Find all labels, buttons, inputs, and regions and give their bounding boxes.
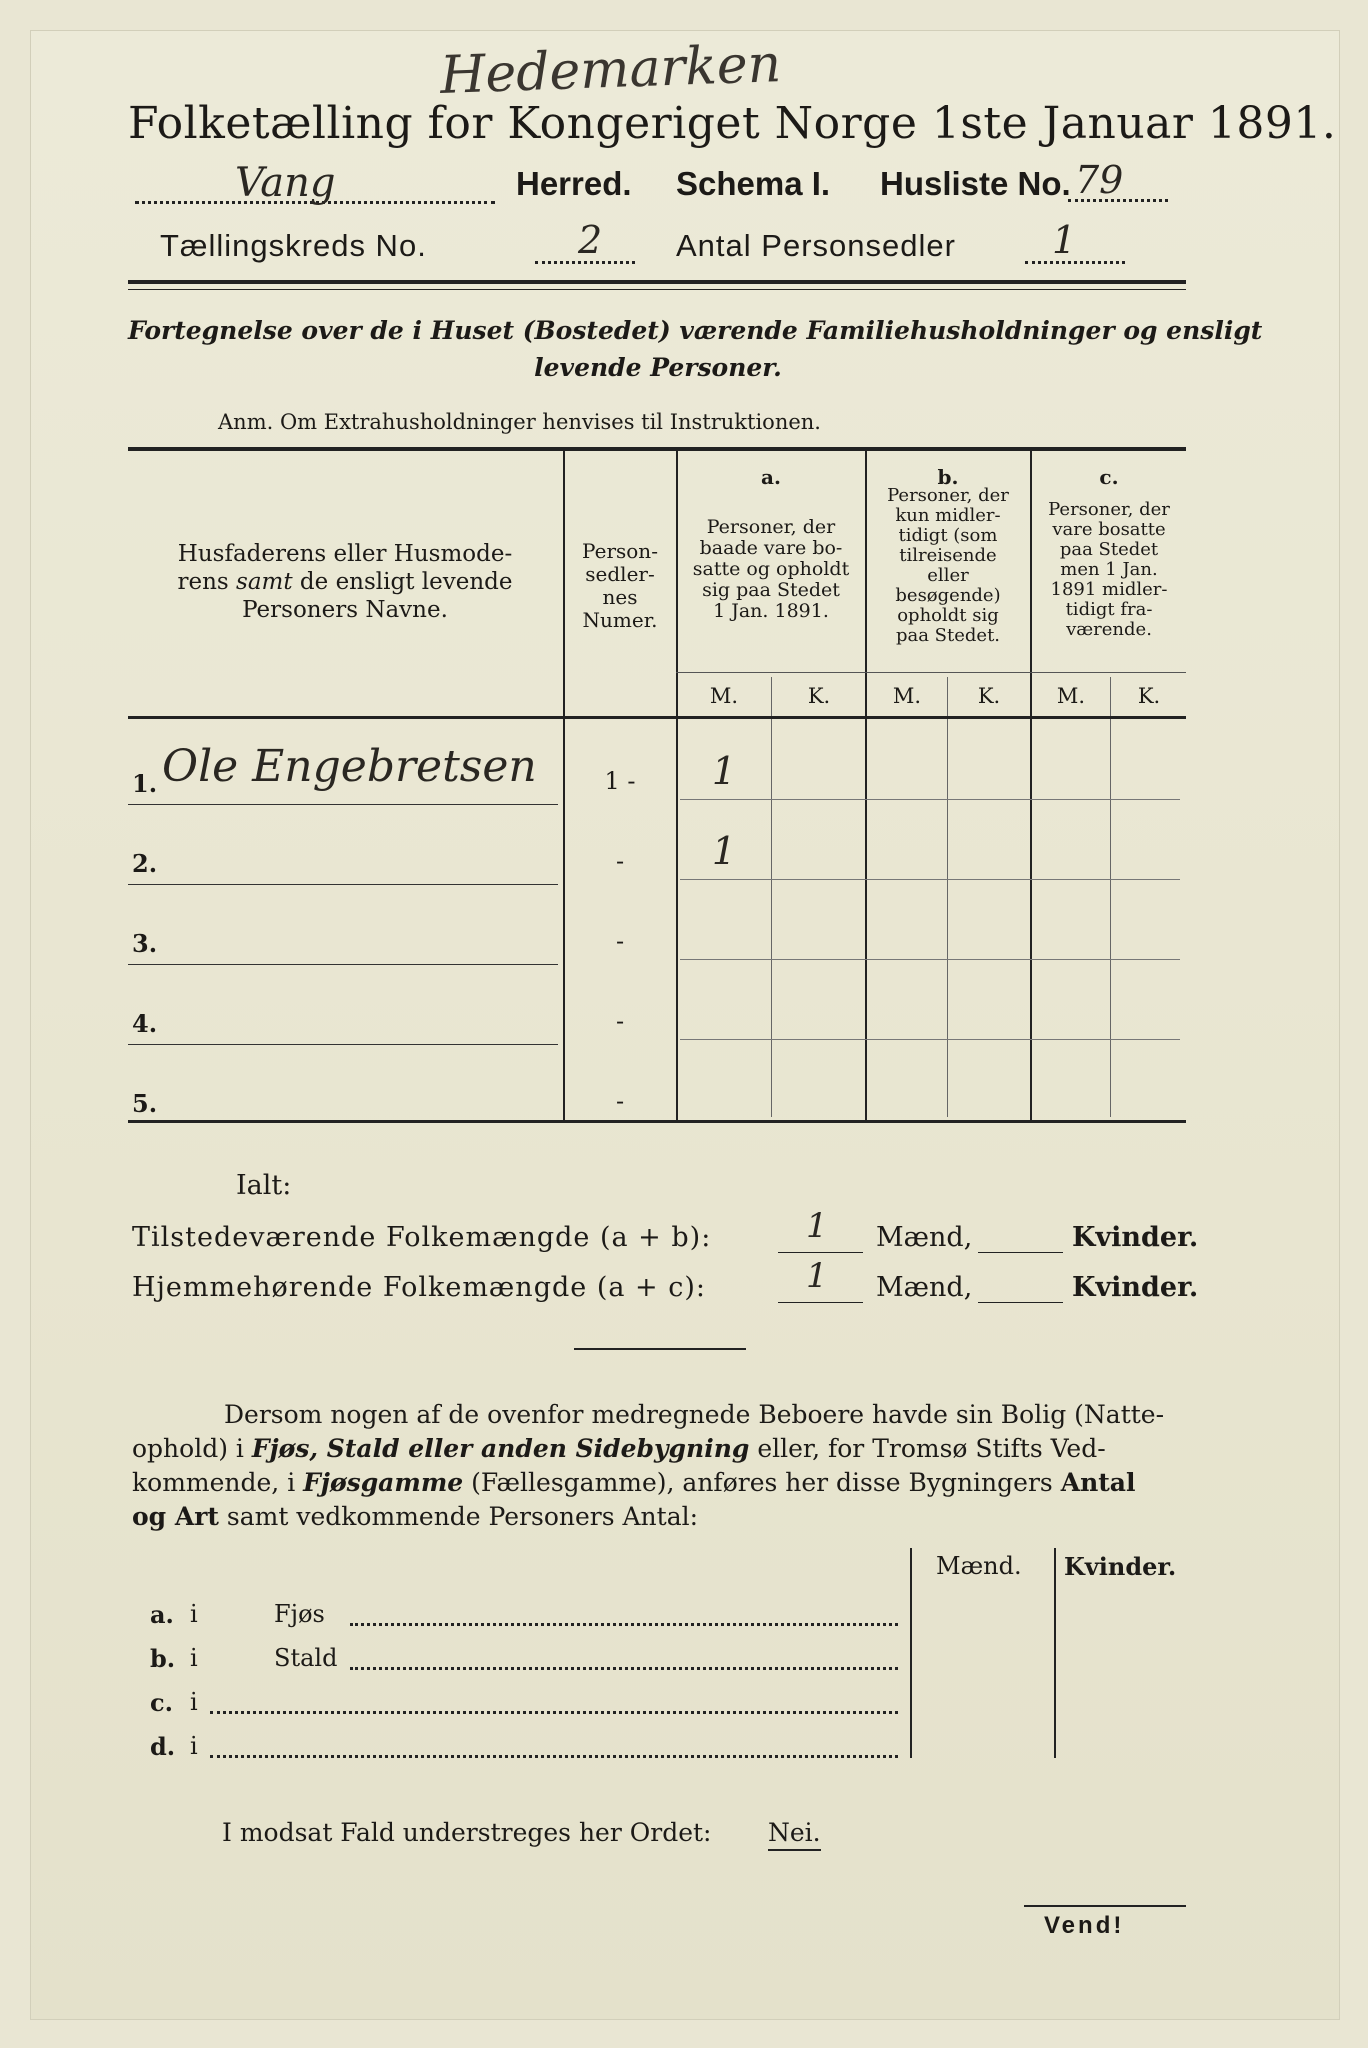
row-name-value: Ole Engebretsen [162, 741, 537, 792]
bldg-i: i [190, 1644, 198, 1672]
row-numer: - [615, 927, 625, 955]
bldg-dotted-line [210, 1702, 898, 1714]
para-l4b: samt vedkommende Personers Antal: [218, 1502, 699, 1531]
hjemme-value-line [778, 1302, 863, 1303]
bldg-i: i [190, 1600, 198, 1628]
row-name-line [128, 804, 558, 805]
tilstede-maend: Mænd, [876, 1222, 973, 1253]
col-c-l4: men 1 Jan. [1060, 559, 1158, 580]
modsat-text: I modsat Fald understreges her Ordet: [222, 1818, 712, 1847]
col-a-letter: a. [761, 465, 781, 489]
col-num-l2: sedler- [585, 562, 655, 586]
tilstede-kvinder-line [978, 1252, 1063, 1253]
col-name-line-2b: samt [236, 569, 293, 595]
col-b-l8: paa Stedet. [895, 625, 1001, 646]
para-line-1: Dersom nogen af de ovenfor medregnede Beboere havde sin Bolig (Natte- [224, 1400, 1165, 1429]
hjemme-kvinder-line [978, 1302, 1063, 1303]
row-numer: 1 - [604, 767, 636, 795]
row-number: 2. [132, 849, 158, 878]
bldg-letter: b. [150, 1644, 176, 1673]
bldg-name: Stald [274, 1644, 338, 1672]
husliste-value: 79 [1075, 158, 1124, 202]
col-b-l7: opholdt sig [897, 605, 999, 626]
col-c-l5: 1891 midler- [1050, 579, 1168, 600]
tilstede-value: 1 [806, 1206, 828, 1246]
col-b-l6: besøgende) [895, 585, 1001, 606]
col-b-header [867, 486, 1029, 646]
col-a-l5: 1 Jan. 1891. [713, 600, 829, 622]
a-mk-divider [771, 677, 772, 1117]
row-name-line [128, 884, 558, 885]
anm-note: Anm. Om Extrahusholdninger henvises til Instruktionen. [218, 410, 821, 434]
bldg-dotted-line [210, 1746, 898, 1758]
a-m-label: M. [709, 684, 739, 708]
tilstede-value-line [778, 1252, 863, 1253]
husliste-label: Husliste No. [880, 165, 1071, 202]
b-k-label: K. [977, 684, 1001, 708]
col-a-l1: Personer, der [706, 516, 836, 538]
vend-rule [1024, 1905, 1186, 1907]
bldg-i: i [190, 1688, 198, 1716]
col-num-l4: Numer. [582, 608, 658, 632]
para-l2a: ophold) i [132, 1434, 252, 1463]
col-num-l1: Person- [582, 539, 658, 563]
intro-line-1: Fortegnelse over de i Huset (Bostedet) værende Familiehusholdninger og ensligt [128, 316, 1263, 345]
para-line-4 [132, 1500, 1188, 1534]
row-numer: - [615, 1007, 625, 1035]
col-c-letter: c. [1099, 465, 1119, 489]
col-c-l1: Personer, der [1048, 499, 1170, 520]
para-l2b: Fjøs, Stald eller anden Sidebygning [251, 1434, 750, 1463]
hjemme-kvinder: Kvinder. [1072, 1272, 1199, 1303]
col-c-l7: værende. [1066, 619, 1152, 640]
row-a-line [680, 959, 1180, 960]
dersom-paragraph [132, 1398, 1188, 1534]
row-name-line [128, 964, 558, 965]
col-num-l3: nes [602, 585, 638, 609]
handwritten-county: Hedemarken [439, 34, 783, 106]
tilstede-label: Tilstedeværende Folkemængde (a + b): [132, 1222, 712, 1253]
col-b-letter: b. [937, 465, 959, 489]
row-name-line [128, 1044, 558, 1045]
table-top-rule [128, 447, 1186, 451]
col-c-header [1032, 500, 1186, 640]
col-name-header [140, 540, 550, 624]
row-numer: - [615, 847, 625, 875]
col-b-l1: Personer, der [887, 485, 1009, 506]
col-b-l3: tidigt (som [898, 525, 998, 546]
bldg-letter: d. [150, 1732, 176, 1761]
col-num-header [566, 540, 674, 632]
header-rule-thin [128, 289, 1186, 290]
col-a-l3: satte og opholdt [692, 558, 850, 580]
bldg-maend-header: Mænd. [936, 1552, 1022, 1580]
para-line-3 [132, 1466, 1188, 1500]
para-l3c: (Fællesgamme), anføres her disse Bygningers [463, 1468, 1061, 1497]
personsedler-value: 1 [1052, 218, 1077, 262]
nei-word: Nei. [768, 1818, 821, 1851]
para-l2c: eller, for Tromsø Stifts Ved- [749, 1434, 1106, 1463]
col-b-l5: eller [927, 565, 969, 586]
intro-line-2: levende Personer. [534, 353, 782, 382]
ialt-label: Ialt: [236, 1170, 292, 1201]
bldg-divider-2 [1054, 1548, 1056, 1758]
col-name-line-2a: rens [177, 569, 237, 595]
row-number: 5. [132, 1089, 158, 1118]
c-mk-divider [1110, 677, 1111, 1117]
personsedler-label: Antal Personsedler [676, 228, 956, 263]
section-divider [574, 1348, 746, 1350]
col-name-line-1: Husfaderens eller Husmode- [177, 541, 513, 567]
para-l3a: kommende, i [132, 1468, 304, 1497]
col-name-line-2c: de ensligt levende [292, 569, 513, 595]
row-number: 1. [132, 769, 158, 798]
kreds-label: Tællingskreds No. [160, 228, 427, 263]
a-k-label: K. [807, 684, 831, 708]
b-mk-divider [947, 677, 948, 1117]
table-header-bottom-rule [128, 716, 1186, 719]
hjemme-label: Hjemmehørende Folkemængde (a + c): [132, 1272, 706, 1303]
row-numer: - [615, 1087, 625, 1115]
col-b-l2: kun midler- [895, 505, 1001, 526]
b-m-label: M. [892, 684, 922, 708]
bldg-i: i [190, 1732, 198, 1760]
col-a-header [678, 517, 864, 622]
row-a-line [680, 1039, 1180, 1040]
col-c-l6: tidigt fra- [1065, 599, 1153, 620]
row-a-line [680, 879, 1180, 880]
row-a-m-value: 1 [711, 749, 737, 793]
row-a-m-value: 1 [711, 829, 737, 873]
bldg-dotted-line [350, 1658, 898, 1670]
col-c-l2: vare bosatte [1052, 519, 1166, 540]
herred-value: Vang [235, 160, 336, 206]
col-b-l4: tilreisende [899, 545, 997, 566]
table-mk-rule [676, 672, 1186, 673]
col-name-line-3: Personers Navne. [242, 597, 448, 623]
col-c-l3: paa Stedet [1059, 539, 1159, 560]
page-title: Folketælling for Kongeriget Norge 1ste Januar 1891. [128, 98, 1337, 149]
para-l3b: Fjøsgamme [303, 1468, 464, 1497]
header-rule [128, 280, 1186, 284]
table-bottom-rule [128, 1120, 1186, 1123]
table-col-divider-1 [563, 451, 565, 1121]
vend-label: Vend! [1044, 1912, 1125, 1939]
row-a-line [680, 799, 1180, 800]
para-line-2 [132, 1432, 1188, 1466]
schema-label: Schema I. [676, 165, 831, 202]
bldg-letter: a. [150, 1600, 174, 1629]
hjemme-value: 1 [806, 1256, 828, 1296]
para-l3d: Antal [1060, 1468, 1136, 1497]
herred-label: Herred. [516, 165, 632, 202]
bldg-name: Fjøs [274, 1600, 325, 1628]
bldg-divider-1 [910, 1548, 912, 1758]
row-number: 3. [132, 929, 158, 958]
c-k-label: K. [1137, 684, 1161, 708]
tilstede-kvinder: Kvinder. [1072, 1222, 1199, 1253]
c-m-label: M. [1056, 684, 1086, 708]
para-l4a: og Art [132, 1502, 219, 1531]
col-a-l4: sig paa Stedet [702, 579, 840, 601]
kreds-value: 2 [578, 218, 603, 262]
col-a-l2: baade vare bo- [699, 537, 843, 559]
bldg-kvinder-header: Kvinder. [1064, 1552, 1177, 1581]
bldg-dotted-line [350, 1614, 898, 1626]
bldg-letter: c. [150, 1688, 173, 1717]
row-number: 4. [132, 1009, 158, 1038]
hjemme-maend: Mænd, [876, 1272, 973, 1303]
